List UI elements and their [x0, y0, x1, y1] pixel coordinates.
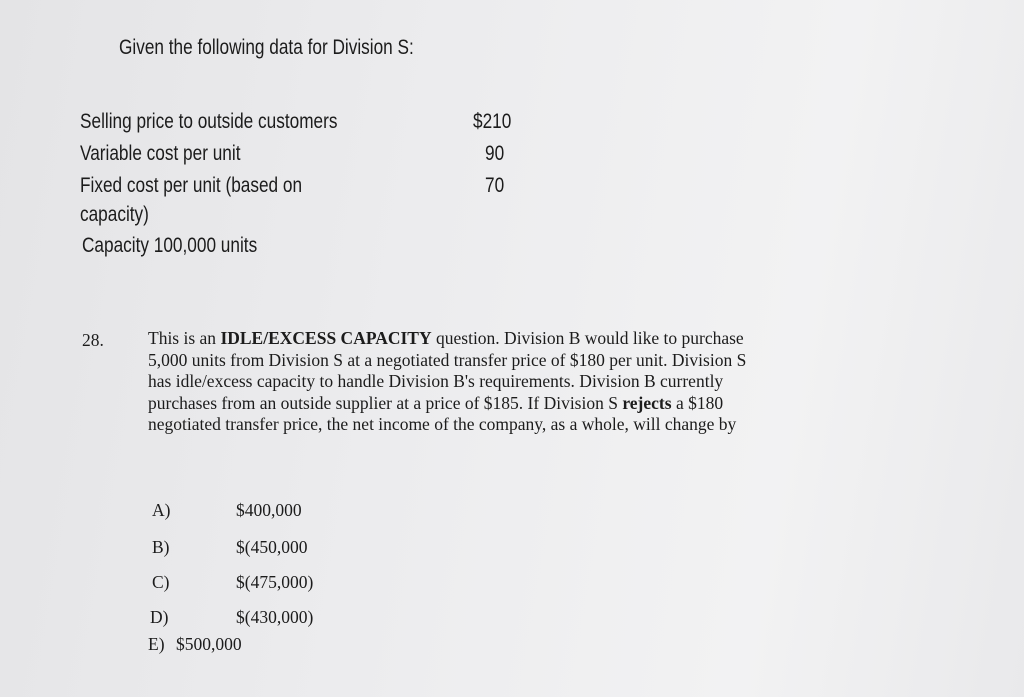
text: a $180 [671, 392, 724, 413]
option-value: $(430,000) [236, 607, 314, 627]
question-line [148, 328, 746, 350]
option-letter: E) [148, 634, 165, 654]
question-line [148, 371, 746, 393]
question-number: 28. [82, 330, 104, 350]
row-label: Fixed cost per unit (based on [80, 174, 303, 197]
row-label: Selling price to outside customers [80, 110, 338, 133]
text: has idle/excess capacity to handle Division B's requirements. Division B currently [148, 371, 724, 392]
option-value: $400,000 [236, 500, 302, 520]
question-line [148, 414, 746, 436]
emphasis: rejects [622, 392, 672, 413]
row-value: 90 [485, 142, 505, 165]
row-value: 70 [485, 174, 505, 197]
option-letter: A) [152, 500, 171, 520]
option-value: $500,000 [176, 634, 242, 654]
option-letter: D) [150, 607, 169, 627]
question-line [148, 350, 746, 372]
question-text [148, 328, 746, 436]
emphasis: IDLE/EXCESS CAPACITY [220, 328, 432, 348]
text: purchases from an outside supplier at a price of $185. If Division S [148, 392, 623, 413]
text: negotiated transfer price, the net income of the company, as a whole, will change by [148, 414, 737, 435]
option-value: $(475,000) [236, 572, 314, 592]
option-letter: B) [152, 537, 170, 557]
question-line [148, 393, 746, 415]
text: question. Division B would like to purchase [431, 328, 744, 348]
row-label: Variable cost per unit [80, 142, 241, 165]
option-value: $(450,000 [236, 537, 308, 557]
option-letter: C) [152, 572, 170, 592]
text: This is an [148, 328, 221, 348]
row-label: capacity) [80, 203, 149, 226]
intro-text: Given the following data for Division S: [119, 36, 414, 59]
row-value: $210 [473, 110, 512, 133]
text: 5,000 units from Division S at a negotiated transfer price of $180 per unit. Division S [148, 349, 747, 370]
row-label: Capacity 100,000 units [82, 234, 258, 257]
